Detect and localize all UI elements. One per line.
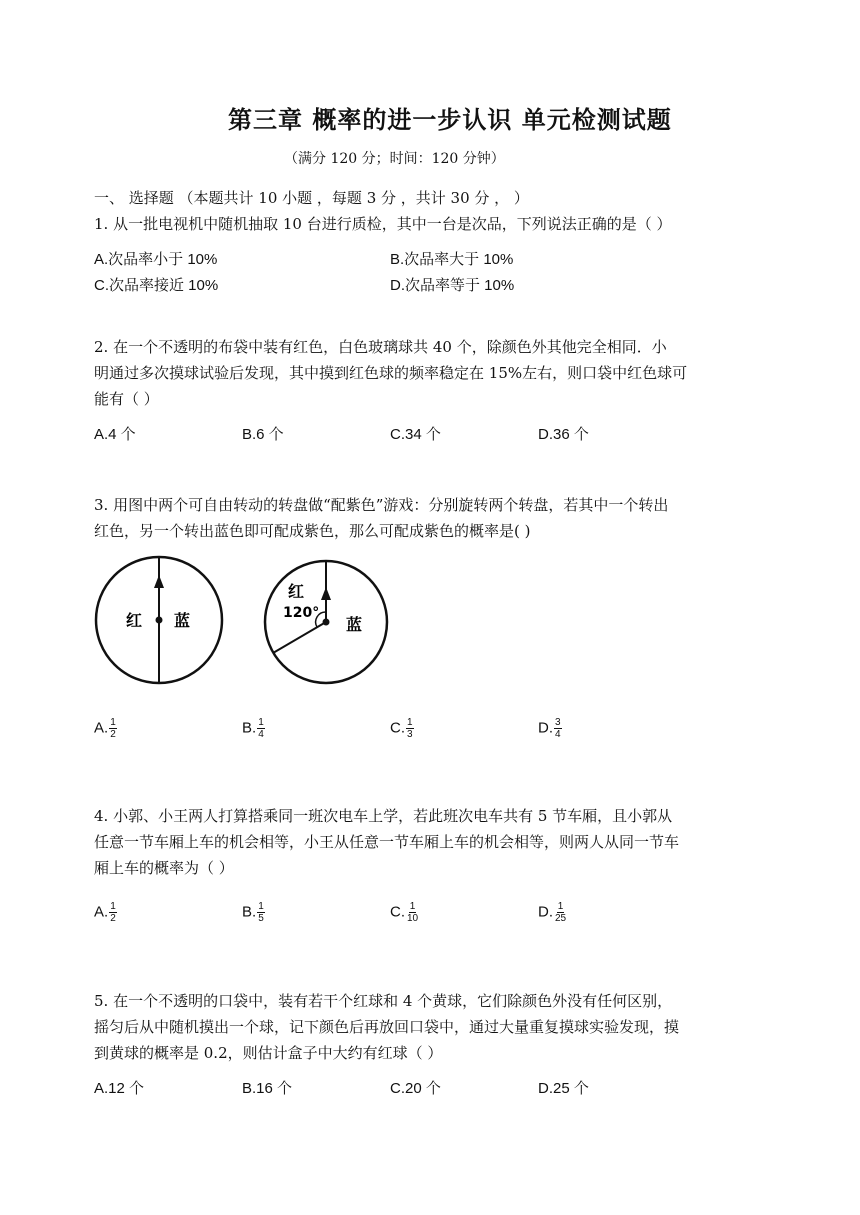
spinner-2-center [323, 619, 330, 626]
fraction [554, 717, 562, 740]
q1-option-c[interactable]: C.次品率接近 10% [94, 277, 219, 294]
spinner-1-right-label: 蓝 [174, 611, 191, 630]
question-1-text: 1. 从一批电视机中随机抽取 10 台进行质检，其中一台是次品，下列说法正确的是（ ） [94, 215, 672, 233]
fraction-denominator: 10 [407, 913, 419, 924]
spinner-2-diagram [261, 557, 391, 687]
fraction-denominator: 2 [110, 729, 116, 740]
question-3-line-2: 红色，另一个转出蓝色即可配成紫色，那么可配成紫色的概率是( ) [94, 522, 531, 540]
fraction-denominator: 4 [555, 729, 561, 740]
fraction-numerator: 1 [557, 901, 564, 912]
fraction-numerator: 1 [409, 901, 416, 912]
fraction-numerator: 1 [110, 901, 116, 912]
fraction-numerator: 1 [110, 717, 116, 728]
question-4-line-2: 任意一节车厢上车的机会相等，小王从任意一节车厢上车的机会相等，则两人从同一节车 [94, 833, 680, 851]
fraction [406, 717, 414, 740]
fraction [257, 717, 265, 740]
q3-option-a[interactable] [94, 717, 117, 740]
fraction-denominator: 4 [258, 729, 264, 740]
q5-option-a[interactable]: A.12 个 [94, 1080, 145, 1097]
question-2-line-3: 能有（ ） [94, 390, 159, 408]
spinner-2-radius-lower-left [273, 622, 326, 653]
option-prefix: C. [390, 719, 405, 737]
question-5-line-3: 到黄球的概率是 0.2，则估计盒子中大约有红球（ ） [94, 1044, 443, 1062]
spinner-1-left-label: 红 [126, 611, 143, 630]
fraction-numerator: 1 [258, 901, 264, 912]
spinner-2-angle-label: 120° [283, 605, 320, 621]
spinner-1-diagram [92, 553, 226, 687]
spinner-2-right-label: 蓝 [346, 615, 363, 634]
q3-option-c[interactable] [390, 717, 414, 740]
page-subtitle: （满分 120 分；时间：120 分钟） [284, 151, 505, 167]
question-2-line-1: 2. 在一个不透明的布袋中装有红色，白色玻璃球共 40 个，除颜色外其他完全相同．小 [94, 338, 667, 356]
fraction-denominator: 3 [407, 729, 413, 740]
q5-option-c[interactable]: C.20 个 [390, 1080, 441, 1097]
spinner-2-left-label: 红 [288, 582, 305, 601]
fraction-denominator: 25 [555, 913, 567, 924]
fraction [109, 717, 117, 740]
q2-option-c[interactable]: C.34 个 [390, 426, 441, 443]
fraction-numerator: 1 [258, 717, 264, 728]
q1-option-b[interactable]: B.次品率大于 10% [390, 251, 514, 268]
fraction [406, 901, 419, 924]
option-prefix: D. [538, 719, 553, 737]
option-prefix: D. [538, 903, 553, 921]
q3-option-b[interactable] [242, 717, 265, 740]
option-prefix: C. [390, 903, 405, 921]
q2-option-b[interactable]: B.6 个 [242, 426, 284, 443]
option-prefix: A. [94, 903, 109, 921]
fraction [257, 901, 265, 924]
fraction-numerator: 1 [407, 717, 413, 728]
q4-option-b[interactable] [242, 901, 265, 924]
fraction [554, 901, 567, 924]
section-header: 一、 选择题 （本题共计 10 小题 ，每题 3 分 ，共计 30 分 ， ） [94, 189, 529, 207]
option-prefix: A. [94, 719, 109, 737]
q4-option-d[interactable] [538, 901, 567, 924]
option-prefix: B. [242, 903, 257, 921]
fraction-numerator: 3 [555, 717, 561, 728]
q5-option-d[interactable]: D.25 个 [538, 1080, 589, 1097]
question-4-line-1: 4. 小郭、小王两人打算搭乘同一班次电车上学，若此班次电车共有 5 节车厢，且小郭从 [94, 807, 673, 825]
question-5-line-2: 摇匀后从中随机摸出一个球，记下颜色后再放回口袋中，通过大量重复摸球实验发现，摸 [94, 1018, 680, 1036]
question-2-line-2: 明通过多次摸球试验后发现，其中摸到红色球的频率稳定在 15%左右，则口袋中红色球可 [94, 364, 688, 382]
option-prefix: B. [242, 719, 257, 737]
fraction-denominator: 2 [110, 913, 116, 924]
q4-option-c[interactable] [390, 901, 419, 924]
spinner-2-pointer-arrow-icon [321, 587, 331, 600]
fraction-denominator: 5 [258, 913, 264, 924]
spinner-1-center [156, 617, 163, 624]
spinner-1-pointer-arrow-icon [154, 575, 164, 588]
question-4-line-3: 厢上车的概率为（ ） [94, 859, 234, 877]
question-3-line-1: 3. 用图中两个可自由转动的转盘做“配紫色”游戏：分别旋转两个转盘，若其中一个转出 [94, 496, 669, 514]
q1-option-a[interactable]: A.次品率小于 10% [94, 251, 218, 268]
question-5-line-1: 5. 在一个不透明的口袋中，装有若干个红球和 4 个黄球，它们除颜色外没有任何区别， [94, 992, 673, 1010]
q2-option-d[interactable]: D.36 个 [538, 426, 589, 443]
q2-option-a[interactable]: A.4 个 [94, 426, 136, 443]
q5-option-b[interactable]: B.16 个 [242, 1080, 293, 1097]
q4-option-a[interactable] [94, 901, 117, 924]
q1-option-d[interactable]: D.次品率等于 10% [390, 277, 515, 294]
fraction [109, 901, 117, 924]
page-title: 第三章 概率的进一步认识 单元检测试题 [228, 106, 672, 134]
q3-option-d[interactable] [538, 717, 562, 740]
